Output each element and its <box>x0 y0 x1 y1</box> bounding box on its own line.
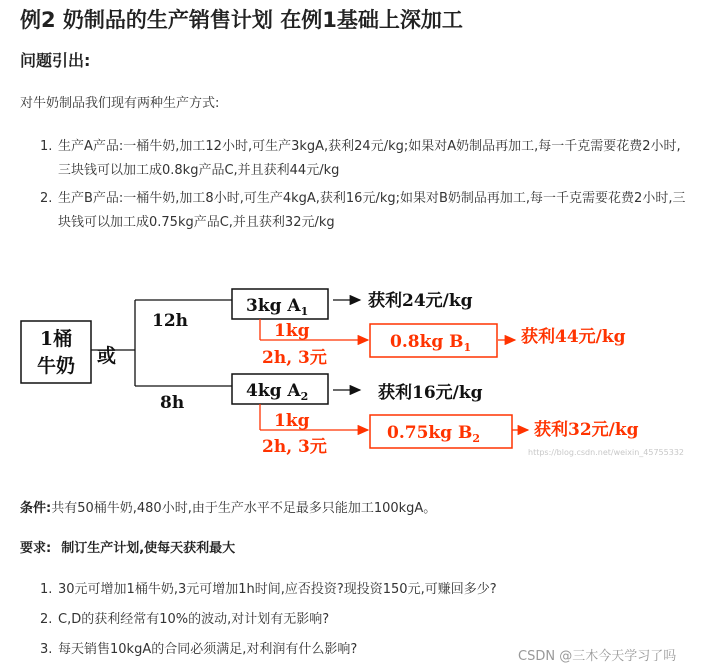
list-number: 1. <box>40 582 53 597</box>
intro-text: 对牛奶制品我们现有两种生产方式: <box>20 96 220 111</box>
methods-list <box>0 135 709 239</box>
input-label-2: 1kg <box>274 411 310 431</box>
conditions-label: 条件: <box>20 501 52 516</box>
cost-label-2: 2h, 3元 <box>262 437 327 457</box>
profit-b2: 获利32元/kg <box>534 420 639 440</box>
cost-label-1: 2h, 3元 <box>262 348 327 368</box>
list-number: 1. <box>40 139 53 154</box>
or-label: 或 <box>97 345 117 367</box>
csdn-author-mark: CSDN @三木今天学习了吗 <box>518 649 677 664</box>
conditions <box>20 497 436 516</box>
requirement-label: 要求: <box>20 541 52 556</box>
list-text: 生产A产品:一桶牛奶,加工12小时,可生产3kgA,获利24元/kg;如果对A奶制品再加工,每一千克需要花费2小时,三块钱可以加工成0.8kg产品C,并且获利44元/kg <box>58 139 681 178</box>
requirement <box>20 537 235 556</box>
product-b2-label: 0.75kg $B_2$ <box>387 423 481 445</box>
list-number: 3. <box>40 642 53 657</box>
page-title: 例2 奶制品的生产销售计划 在例1基础上深加工 <box>20 8 463 32</box>
input-label-1: 1kg <box>274 321 310 341</box>
conditions-text: 共有50桶牛奶,480小时,由于生产水平不足最多只能加工100kgA。 <box>51 501 437 516</box>
list-text: 每天销售10kgA的合同必须满足,对利润有什么影响? <box>58 642 358 657</box>
list-text: C,D的获利经常有10%的波动,对计划有无影响? <box>58 612 330 627</box>
list-item <box>0 187 709 235</box>
production-diagram <box>0 270 709 460</box>
watermark: https://blog.csdn.net/weixin_45755332 <box>528 448 685 457</box>
profit-b1: 获利44元/kg <box>521 327 626 347</box>
list-item <box>0 135 709 183</box>
section-heading: 问题引出: <box>20 51 91 70</box>
list-text: 生产B产品:一桶牛奶,加工8小时,可生产4kgA,获利16元/kg;如果对B奶制品再加工,每一千克需要花费2小时,三块钱可以加工成0.75kg产品C,并且获利32元/kg <box>58 191 686 230</box>
milk-label-line1: 1桶 <box>39 328 73 350</box>
product-a2-label: 4kg $A_2$ <box>246 381 309 403</box>
list-item <box>0 605 709 635</box>
time-label-12h: 12h <box>152 311 189 331</box>
profit-a2: 获利16元/kg <box>378 383 483 403</box>
product-b1-label: 0.8kg $B_1$ <box>390 332 472 354</box>
list-item <box>0 575 709 605</box>
list-text: 30元可增加1桶牛奶,3元可增加1h时间,应否投资?现投资150元,可赚回多少? <box>58 582 497 597</box>
requirement-text: 制订生产计划,使每天获利最大 <box>61 541 236 556</box>
time-label-8h: 8h <box>160 393 185 413</box>
milk-label-line2: 牛奶 <box>36 355 76 377</box>
profit-a1: 获利24元/kg <box>368 291 473 311</box>
list-number: 2. <box>40 191 53 206</box>
list-number: 2. <box>40 612 53 627</box>
product-a1-label: 3kg $A_1$ <box>246 296 309 318</box>
